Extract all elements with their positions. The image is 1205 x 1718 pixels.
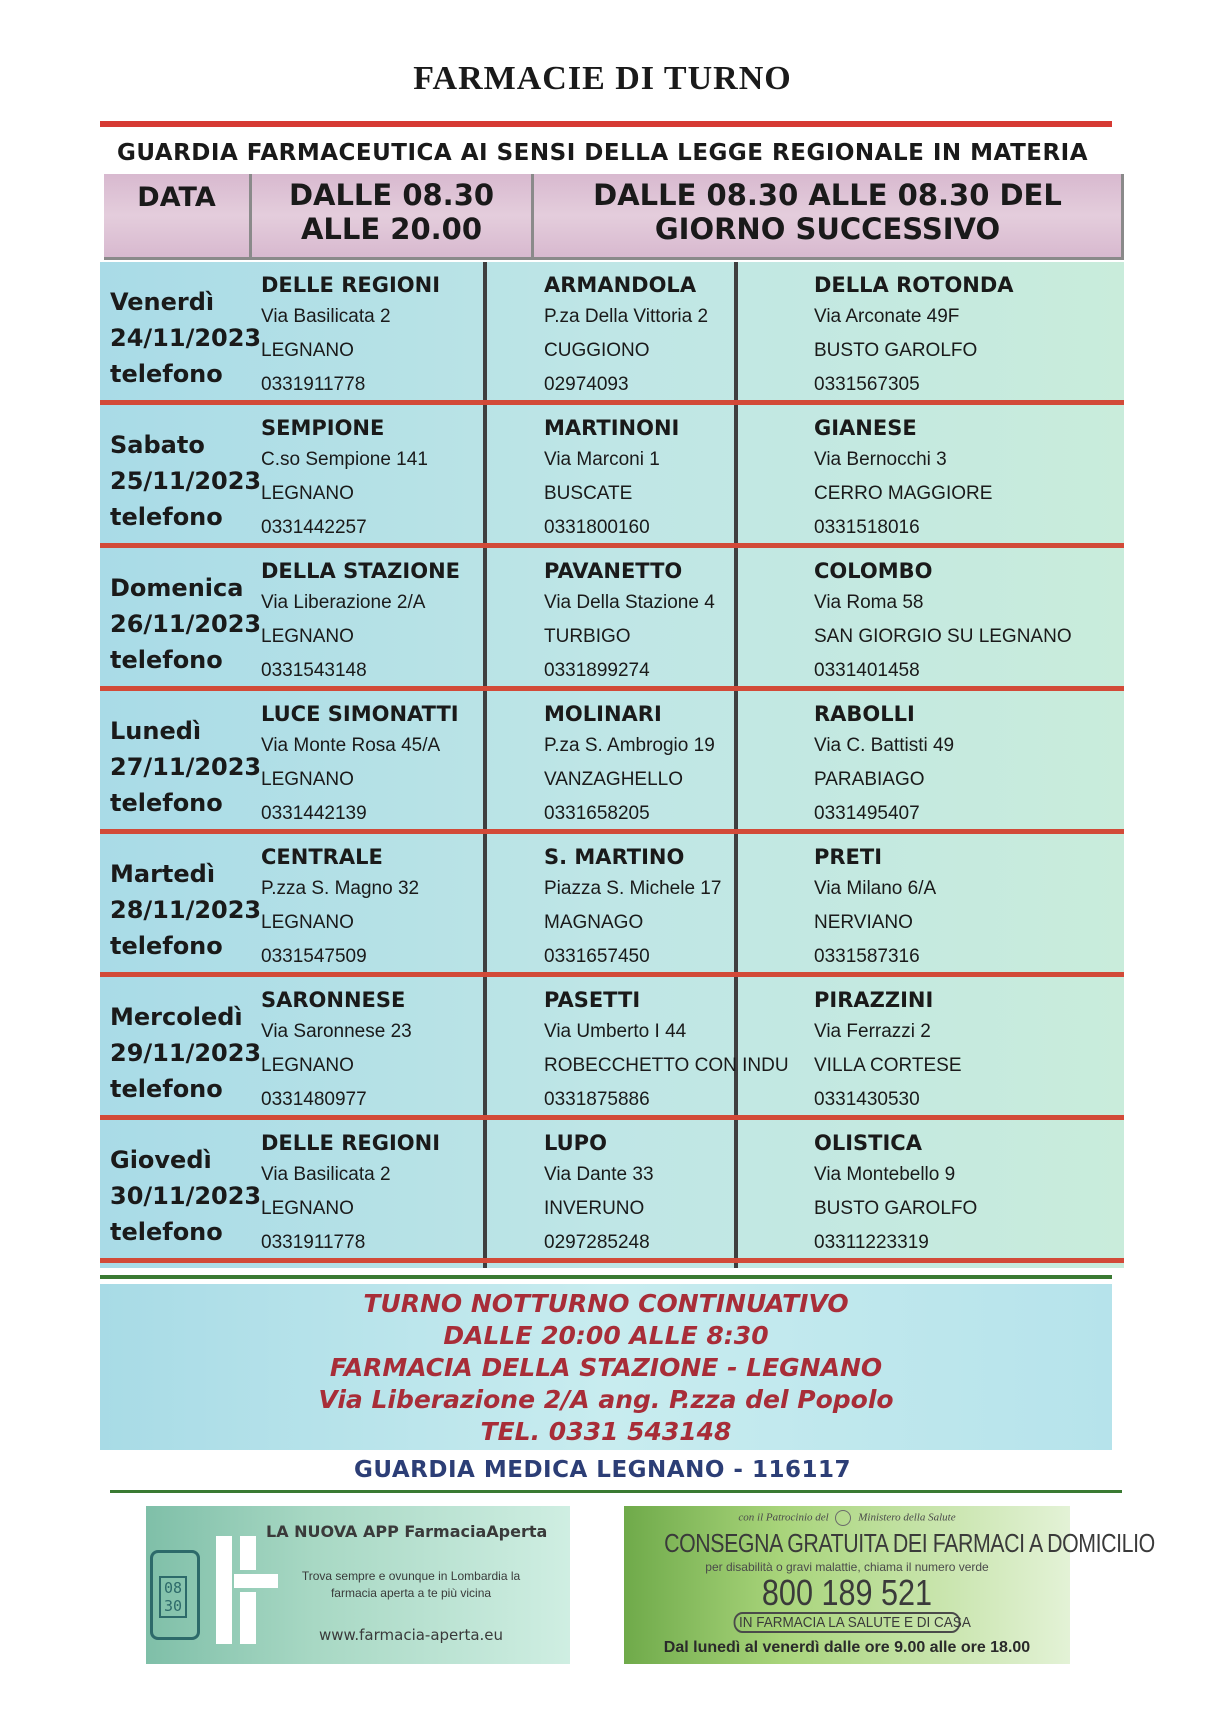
date-value: 30/11/2023 xyxy=(110,1182,262,1210)
pharmacy-phone: 0331480977 xyxy=(261,1089,367,1110)
pharmacy-night-cell xyxy=(544,985,789,1117)
section-divider xyxy=(100,1275,1112,1279)
table-row xyxy=(100,977,1124,1120)
pharmacy-name: RABOLLI xyxy=(814,702,915,726)
header-date-label: DATA xyxy=(137,182,216,213)
day-name: Giovedì xyxy=(110,1146,212,1174)
date-cell xyxy=(110,999,262,1107)
pharmacy-name: OLISTICA xyxy=(814,1131,922,1155)
phone-label: telefono xyxy=(110,503,223,531)
pharmacy-city: PARABIAGO xyxy=(814,769,925,790)
pharmacy-city: TURBIGO xyxy=(544,626,631,647)
pharmacy-address: Via Liberazione 2/A xyxy=(261,592,426,613)
header-night-line1: DALLE 08.30 ALLE 08.30 DEL xyxy=(593,178,1062,212)
pharmacy-phone: 0331495407 xyxy=(814,803,920,824)
pharmacy-address: Via Basilicata 2 xyxy=(261,306,391,327)
day-name: Sabato xyxy=(110,431,205,459)
pharmacy-address: Via Marconi 1 xyxy=(544,449,660,470)
phone-label: telefono xyxy=(110,1075,223,1103)
pharmacy-phone: 0297285248 xyxy=(544,1232,650,1253)
delivery-headline: CONSEGNA GRATUITA DEI FARMACI A DOMICILIO xyxy=(664,1528,1155,1558)
pharmacy-city: CUGGIONO xyxy=(544,340,650,361)
date-cell xyxy=(110,713,262,821)
toll-free-number[interactable]: 800 189 521 xyxy=(761,1572,933,1613)
pharmacy-address: Via Saronnese 23 xyxy=(261,1021,412,1042)
pharmacy-night-cell xyxy=(814,413,992,545)
pharmacy-cross-icon xyxy=(240,1536,256,1570)
pharmacy-address: Via Dante 33 xyxy=(544,1164,654,1185)
pharmacy-day-cell xyxy=(261,413,428,545)
pharmacy-night-cell xyxy=(544,270,708,402)
pharmacy-city: LEGNANO xyxy=(261,626,354,647)
header-night-shift xyxy=(534,174,1124,260)
pharmacy-name: LUPO xyxy=(544,1131,607,1155)
day-name: Venerdì xyxy=(110,288,215,316)
pharmacy-address: C.so Sempione 141 xyxy=(261,449,428,470)
pharmacy-name: DELLA ROTONDA xyxy=(814,273,1014,297)
clock-minutes: 30 xyxy=(164,1597,183,1615)
pharmacy-night-cell xyxy=(814,270,1014,402)
pharmacy-address: Via Arconate 49F xyxy=(814,306,960,327)
pharmacy-city: NERVIANO xyxy=(814,912,913,933)
pharmacy-address: Via Milano 6/A xyxy=(814,878,937,899)
pharmacy-night-cell xyxy=(544,1128,654,1260)
pharmacy-night-cell xyxy=(814,842,936,974)
toll-free-intro: per disabilità o gravi malattie, chiama il numero verde xyxy=(705,1560,989,1574)
header-date xyxy=(104,174,252,260)
pharmacy-night-cell xyxy=(814,985,962,1117)
pharmacy-night-cell xyxy=(814,1128,977,1260)
pharmacy-city: LEGNANO xyxy=(261,1055,354,1076)
pharmacy-phone: 0331899274 xyxy=(544,660,650,681)
pharmacy-phone: 0331430530 xyxy=(814,1089,920,1110)
pharmacy-name: COLOMBO xyxy=(814,559,933,583)
page-title: FARMACIE DI TURNO xyxy=(413,60,792,97)
schedule-table xyxy=(100,262,1124,1268)
night-title: TURNO NOTTURNO CONTINUATIVO xyxy=(363,1289,849,1318)
pharmacy-phone: 0331442257 xyxy=(261,517,367,538)
pharmacy-address: Via Bernocchi 3 xyxy=(814,449,947,470)
pharmacy-name: PRETI xyxy=(814,845,883,869)
pharmacy-phone: 03311223319 xyxy=(814,1232,929,1253)
date-cell xyxy=(110,856,262,964)
pharmacy-phone: 0331442139 xyxy=(261,803,367,824)
pharmacy-name: LUCE SIMONATTI xyxy=(261,702,459,726)
pharmacy-name: ARMANDOLA xyxy=(544,273,697,297)
pharmacy-city: INVERUNO xyxy=(544,1198,645,1219)
table-row xyxy=(100,1120,1124,1263)
patronage-text: con il Patrocinio del xyxy=(738,1511,829,1524)
pharmacy-city: CERRO MAGGIORE xyxy=(814,483,993,504)
phone-label: telefono xyxy=(110,646,223,674)
pharmacy-phone: 0331401458 xyxy=(814,660,920,681)
date-cell xyxy=(110,1142,262,1250)
subtitle: GUARDIA FARMACEUTICA AI SENSI DELLA LEGGE REGIONALE IN MATERIA xyxy=(116,140,1089,166)
pharmacy-address: P.za S. Ambrogio 19 xyxy=(544,735,715,756)
pharmacy-night-cell xyxy=(814,699,954,831)
pharmacy-address: Piazza S. Michele 17 xyxy=(544,878,722,899)
pharmacy-address: Via Basilicata 2 xyxy=(261,1164,391,1185)
table-row xyxy=(100,548,1124,691)
slogan-badge: IN FARMACIA LA SALUTE E DI CASA xyxy=(734,1612,961,1633)
pharmacy-name: DELLE REGIONI xyxy=(261,1131,441,1155)
night-hours: DALLE 20:00 ALLE 8:30 xyxy=(443,1321,769,1350)
pharmacy-phone: 0331518016 xyxy=(814,517,920,538)
pharmacy-day-cell xyxy=(261,985,412,1117)
pharmacy-name: MARTINONI xyxy=(544,416,680,440)
date-value: 28/11/2023 xyxy=(110,896,262,924)
app-desc-line: farmacia aperta a te più vicina xyxy=(330,1586,492,1600)
pharmacy-phone: 02974093 xyxy=(544,374,629,395)
header-day-shift xyxy=(252,174,534,260)
night-shift-box xyxy=(100,1284,1112,1450)
pharmacy-name: DELLE REGIONI xyxy=(261,273,441,297)
pharmacy-day-cell xyxy=(261,556,460,688)
date-value: 25/11/2023 xyxy=(110,467,262,495)
home-delivery-banner[interactable] xyxy=(624,1506,1155,1664)
pharmacy-night-cell xyxy=(544,842,721,974)
republic-emblem-icon xyxy=(835,1510,851,1526)
app-description xyxy=(266,1568,556,1602)
title-divider xyxy=(100,121,1112,127)
pharmacy-address: Via Della Stazione 4 xyxy=(544,592,715,613)
pharmacy-phone: 0331587316 xyxy=(814,946,920,967)
header-day-line2: ALLE 20.00 xyxy=(300,212,483,246)
patronage-line xyxy=(624,1510,1070,1526)
pharmacy-address: Via Monte Rosa 45/A xyxy=(261,735,441,756)
pharmacy-city: LEGNANO xyxy=(261,340,354,361)
date-value: 26/11/2023 xyxy=(110,610,262,638)
pharmacy-name: CENTRALE xyxy=(261,845,383,869)
date-value: 24/11/2023 xyxy=(110,324,262,352)
day-name: Domenica xyxy=(110,574,244,602)
night-address: Via Liberazione 2/A ang. P.zza del Popolo xyxy=(318,1385,894,1414)
table-row xyxy=(100,834,1124,977)
pharmacy-cross-icon xyxy=(216,1536,232,1644)
section-divider xyxy=(110,1490,1122,1493)
pharmacy-cross-icon xyxy=(240,1592,256,1644)
pharmacy-phone: 0331800160 xyxy=(544,517,650,538)
pharmacy-address: Via C. Battisti 49 xyxy=(814,735,955,756)
pharmacy-day-cell xyxy=(261,842,419,974)
pharmacy-phone: 0331547509 xyxy=(261,946,367,967)
pharmacy-city: LEGNANO xyxy=(261,1198,354,1219)
pharmacy-night-cell xyxy=(814,556,1072,688)
phone-label: telefono xyxy=(110,360,223,388)
phone-label: telefono xyxy=(110,932,223,960)
pharmacy-name: PASETTI xyxy=(544,988,641,1012)
pharmacy-phone: 0331911778 xyxy=(261,374,366,395)
table-row xyxy=(100,691,1124,834)
pharmacy-day-cell xyxy=(261,699,459,831)
pharmacy-address: Via Roma 58 xyxy=(814,592,924,613)
pharmacy-address: P.za Della Vittoria 2 xyxy=(544,306,709,327)
night-phone: TEL. 0331 543148 xyxy=(480,1417,732,1446)
app-title: LA NUOVA APP FarmaciaAperta xyxy=(266,1522,548,1541)
pharmacy-day-cell xyxy=(261,270,440,402)
date-value: 29/11/2023 xyxy=(110,1039,262,1067)
pharmacy-city: LEGNANO xyxy=(261,912,354,933)
date-value: 27/11/2023 xyxy=(110,753,262,781)
pharmacy-night-cell xyxy=(544,556,715,688)
pharmacy-name: PIRAZZINI xyxy=(814,988,934,1012)
pharmacy-night-cell xyxy=(544,699,715,831)
pharmacy-city: VILLA CORTESE xyxy=(814,1055,962,1076)
pharmacy-city: BUSTO GAROLFO xyxy=(814,1198,978,1219)
header-night-line2: GIORNO SUCCESSIVO xyxy=(654,212,1001,246)
pharmacy-night-cell xyxy=(544,413,679,545)
pharmacy-name: SEMPIONE xyxy=(261,416,385,440)
pharmacy-city: LEGNANO xyxy=(261,769,354,790)
service-hours: Dal lunedì al venerdì dalle ore 9.00 alle ore 18.00 xyxy=(663,1639,1031,1656)
date-cell xyxy=(110,427,262,535)
pharmacy-phone: 0331567305 xyxy=(814,374,920,395)
pharmacy-phone: 0331911778 xyxy=(261,1232,366,1253)
app-url-link[interactable]: www.farmacia-aperta.eu xyxy=(318,1626,504,1644)
app-desc-line: Trova sempre e ovunque in Lombardia la xyxy=(301,1569,521,1583)
phone-label: telefono xyxy=(110,1218,223,1246)
pharmacy-name: DELLA STAZIONE xyxy=(261,559,460,583)
header-day-line1: DALLE 08.30 xyxy=(288,178,495,212)
guardia-medica: GUARDIA MEDICA LEGNANO - 116117 xyxy=(354,1457,851,1483)
pharmacy-city: MAGNAGO xyxy=(544,912,644,933)
day-name: Mercoledì xyxy=(110,1003,243,1031)
day-name: Lunedì xyxy=(110,717,202,745)
day-name: Martedì xyxy=(110,860,216,888)
date-cell xyxy=(110,570,262,678)
pharmacy-phone: 0331875886 xyxy=(544,1089,650,1110)
clock-hours: 08 xyxy=(164,1579,183,1597)
pharmacy-city: LEGNANO xyxy=(261,483,354,504)
table-row xyxy=(100,262,1124,405)
night-pharmacy: FARMACIA DELLA STAZIONE - LEGNANO xyxy=(329,1353,883,1382)
pharmacy-address: P.zza S. Magno 32 xyxy=(261,878,420,899)
pharmacy-city: SAN GIORGIO SU LEGNANO xyxy=(814,626,1072,647)
app-banner[interactable] xyxy=(146,1506,570,1664)
pharmacy-day-cell xyxy=(261,1128,440,1260)
pharmacy-phone: 0331658205 xyxy=(544,803,650,824)
pharmacy-name: SARONNESE xyxy=(261,988,406,1012)
pharmacy-address: Via Montebello 9 xyxy=(814,1164,956,1185)
pharmacy-name: GIANESE xyxy=(814,416,917,440)
ministry-text: Ministero della Salute xyxy=(858,1511,956,1524)
phone-label: telefono xyxy=(110,789,223,817)
pharmacy-address: Via Umberto I 44 xyxy=(544,1021,687,1042)
clock-icon xyxy=(159,1576,187,1618)
pharmacy-phone: 0331657450 xyxy=(544,946,650,967)
pharmacy-name: S. MARTINO xyxy=(544,845,685,869)
table-row xyxy=(100,405,1124,548)
pharmacy-city: VANZAGHELLO xyxy=(544,769,684,790)
pharmacy-city: ROBECCHETTO CON INDU xyxy=(544,1055,789,1076)
pharmacy-city: BUSTO GAROLFO xyxy=(814,340,978,361)
pharmacy-phone: 0331543148 xyxy=(261,660,367,681)
pharmacy-address: Via Ferrazzi 2 xyxy=(814,1021,931,1042)
date-cell xyxy=(110,284,262,392)
pharmacy-city: BUSCATE xyxy=(544,483,633,504)
pharmacy-name: PAVANETTO xyxy=(544,559,683,583)
pharmacy-name: MOLINARI xyxy=(544,702,662,726)
